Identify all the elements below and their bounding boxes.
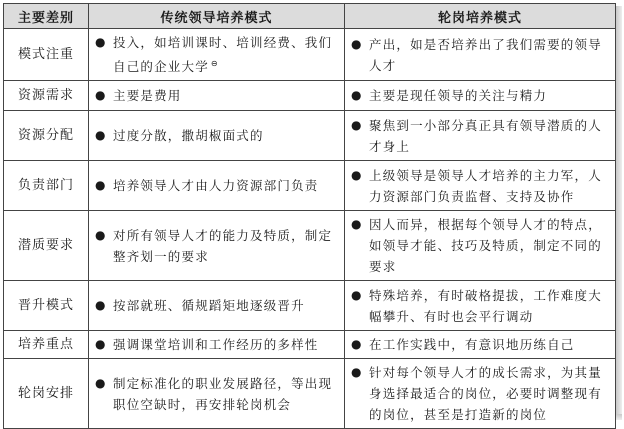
rotation-text: 聚焦到一小部分真正具有领导潜质的人才身上 [369, 117, 602, 154]
traditional-text: 强调课堂培训和工作经历的多样性 [113, 337, 319, 353]
bullet-icon: ● [95, 298, 107, 313]
row-dimension: 负责部门 [4, 161, 89, 211]
traditional-text: 制定标准化的职业发展路径，等出现职位空缺时，再安排轮岗机会 [113, 375, 333, 412]
traditional-cell [89, 211, 345, 281]
rotation-text: 针对每个领导人才的成长需求，为其量身选择最适合的岗位，必要时调整现有的岗位，甚至是打造新的岗位 [369, 365, 602, 423]
traditional-text: 投入，如培训课时、培训经费、我们自己的企业大学 [113, 35, 333, 75]
table-row [4, 29, 616, 81]
traditional-cell [89, 81, 345, 111]
traditional-text: 对所有领导人才的能力及特质，制定整齐划一的要求 [113, 227, 333, 264]
rotation-cell [345, 29, 616, 81]
bullet-icon: ● [351, 287, 363, 302]
row-dimension: 资源需求 [4, 81, 89, 111]
header-dimension: 主要差别 [4, 4, 89, 29]
rotation-text: 上级领导是领导人才培养的主力军，人力资源部门负责监督、支持及协作 [369, 167, 602, 204]
header-traditional-model: 传统领导培养模式 [89, 4, 345, 29]
row-dimension: 资源分配 [4, 111, 89, 161]
table-row [4, 211, 616, 281]
traditional-text: 按部就班、循规蹈矩地逐级晋升 [113, 298, 305, 314]
bullet-icon: ● [95, 227, 107, 242]
rotation-text: 在工作实践中，有意识地历练自己 [369, 337, 575, 353]
rotation-text: 产出，如是否培养出了我们需要的领导人才 [369, 36, 602, 73]
rotation-cell [345, 161, 616, 211]
bullet-icon: ● [95, 128, 107, 143]
bullet-icon: ● [351, 167, 363, 182]
bullet-icon: ● [95, 337, 107, 352]
rotation-cell [345, 359, 616, 429]
rotation-cell [345, 281, 616, 331]
table-row [4, 331, 616, 359]
bullet-icon: ● [351, 337, 363, 352]
row-dimension: 培养重点 [4, 331, 89, 359]
row-dimension: 轮岗安排 [4, 359, 89, 429]
rotation-cell [345, 331, 616, 359]
rotation-text: 主要是现任领导的关注与精力 [369, 88, 548, 104]
header-rotation-model: 轮岗培养模式 [345, 4, 616, 29]
bullet-icon: ● [351, 217, 363, 232]
row-dimension: 模式注重 [4, 29, 89, 81]
page-shadow-right [616, 6, 622, 418]
table-row [4, 161, 616, 211]
bullet-icon: ● [95, 375, 107, 390]
traditional-cell [89, 161, 345, 211]
bullet-icon: ● [95, 178, 107, 193]
rotation-text: 因人而异，根据每个领导人才的特点，如领导才能、技巧及特质，制定不同的要求 [369, 217, 602, 275]
row-dimension: 潜质要求 [4, 211, 89, 281]
rotation-cell [345, 111, 616, 161]
table-row [4, 359, 616, 429]
rotation-cell [345, 211, 616, 281]
table-row [4, 81, 616, 111]
comparison-table [3, 3, 616, 429]
bullet-icon: ● [95, 88, 107, 103]
traditional-text: 培养领导人才由人力资源部门负责 [113, 178, 319, 194]
traditional-cell [89, 281, 345, 331]
rotation-cell [345, 81, 616, 111]
rotation-text: 特殊培养，有时破格提拔，工作难度大幅攀升、有时也会平行调动 [369, 287, 602, 324]
traditional-cell [89, 29, 345, 81]
bullet-icon: ● [351, 88, 363, 103]
bullet-icon: ● [351, 36, 363, 51]
table-row [4, 281, 616, 331]
traditional-cell [89, 111, 345, 161]
footnote-marker: ⊖ [210, 59, 218, 68]
table-header-row [4, 4, 616, 29]
table-row [4, 111, 616, 161]
traditional-cell [89, 359, 345, 429]
row-dimension: 晋升模式 [4, 281, 89, 331]
bullet-icon: ● [351, 117, 363, 132]
bullet-icon: ● [95, 35, 107, 49]
traditional-cell [89, 331, 345, 359]
traditional-text: 主要是费用 [113, 88, 182, 104]
traditional-text: 过度分散，撒胡椒面式的 [113, 128, 264, 144]
bullet-icon: ● [351, 365, 363, 380]
